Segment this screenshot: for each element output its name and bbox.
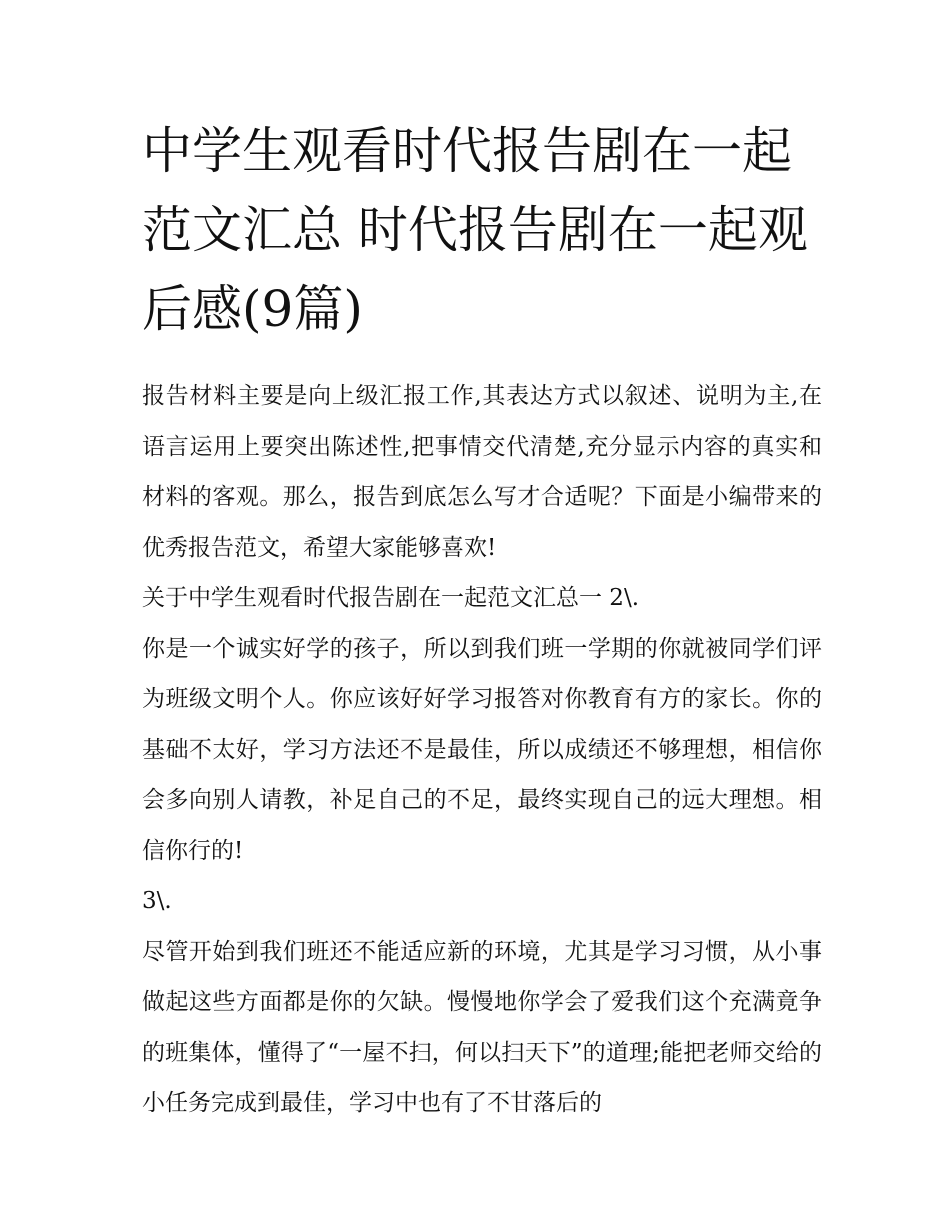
item-number: 3\. (142, 888, 172, 914)
section-heading: 关于中学生观看时代报告剧在一起范文汇总一 2\. (142, 585, 640, 611)
body-paragraph: 你是一个诚实好学的孩子，所以到我们班一学期的你就被同学们评为班级文明个人。你应该好好学习报答对你教育有方的家长。你的基础不太好，学习方法还不是最佳，所以成绩还不够理想，相信你会多向别人请教，补足自己的不足，最终实现自己的远大理想。相信你行的! (142, 635, 822, 864)
document-title: 中学生观看时代报告剧在一起范文汇总 时代报告剧在一起观后感(9篇) (142, 122, 808, 338)
intro-paragraph: 报告材料主要是向上级汇报工作,其表达方式以叙述、说明为主,在语言运用上要突出陈述性,把事情交代清楚,充分显示内容的真实和材料的客观。那么，报告到底怎么写才合适呢？下面是小编带来的优秀报告范文，希望大家能够喜欢! (142, 383, 822, 561)
document-page (142, 112, 822, 1129)
body-paragraph: 尽管开始到我们班还不能适应新的环境，尤其是学习习惯，从小事做起这些方面都是你的欠缺。慢慢地你学会了爱我们这个充满竟争的班集体，懂得了“一屋不扫，何以扫天下”的道理;能把老师交给的小任务完成到最佳，学习中也有了不甘落后的 (142, 938, 822, 1116)
